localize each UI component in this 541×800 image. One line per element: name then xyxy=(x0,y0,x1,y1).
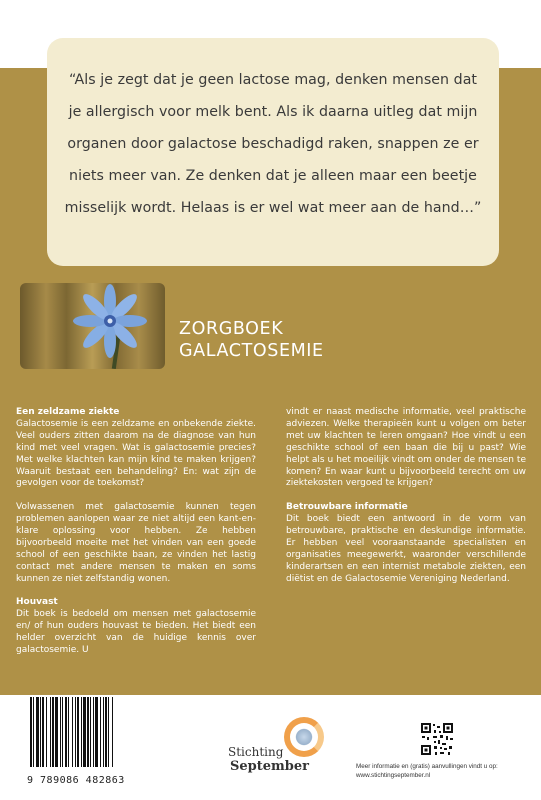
barcode-bar xyxy=(75,697,76,767)
quote-text: “Als je zegt dat je geen lactose mag, denken mensen dat je allergisch voor melk bent. Als ik daarna uitleg dat mijn organen door galactose beschadigd raken, snappen ze er niets meer van. Ze denken dat je alleen maar een beetje misselijk wordt. Helaas is er wel wat meer aan de hand…” xyxy=(64,72,482,216)
paragraph-houvast-part-2: vindt er naast medische informatie, veel praktische adviezen. Welke therapieën kunt u volgen om beter met uw klachten te leren omgaan? Hoe vindt u een geschikte school of een baan die bij u past? Wie helpt als u het moeilijk vindt om onder de mensen te komen? En waar kunt u bijvoorbeeld terecht om uw ziektekosten vergoed te krijgen? xyxy=(286,407,526,489)
barcode-bar xyxy=(68,697,69,767)
barcode-bar xyxy=(87,697,89,767)
quote-box xyxy=(47,38,499,266)
barcode-bar xyxy=(77,697,79,767)
info-website[interactable]: www.stichtingseptember.nl xyxy=(356,772,431,779)
logo-text-september: September xyxy=(230,759,309,774)
barcode-bar xyxy=(50,697,51,767)
barcode-bar xyxy=(33,697,34,767)
bottom-strip xyxy=(0,695,541,800)
title-line-2: GALACTOSEMIE xyxy=(179,341,324,361)
barcode-bar xyxy=(95,697,98,767)
info-line-1: Meer informatie en (gratis) aanvullingen vindt u op: xyxy=(356,763,498,770)
stichting-september-logo xyxy=(228,717,338,785)
barcode-bar xyxy=(40,697,41,767)
barcode-bar xyxy=(60,697,61,767)
barcode-bar xyxy=(112,697,113,767)
heading-houvast: Houvast xyxy=(16,597,58,608)
barcode-bar xyxy=(46,697,47,767)
chicory-flower-photo xyxy=(20,283,165,369)
isbn-number: 9 789086 482863 xyxy=(27,775,125,786)
barcode-bar xyxy=(103,697,104,767)
barcode-bar xyxy=(90,697,91,767)
logo-flower-icon xyxy=(294,727,314,747)
isbn-barcode xyxy=(27,697,143,767)
barcode-bar xyxy=(81,697,82,767)
barcode-bar xyxy=(108,697,109,767)
paragraph-betrouwbare-informatie: Dit boek biedt een antwoord in de vorm van betrouwbare, praktische en deskundige informatie. Er hebben veel vooraanstaande specialisten en organisaties meegewerkt, waaronder verschillende kinderartsen en een internist metabole ziekten, een diëtist en de Galactosemie Vereniging Nederland. xyxy=(286,514,526,584)
info-text xyxy=(356,762,536,780)
text-column-right xyxy=(286,407,526,597)
text-column-left xyxy=(16,407,256,669)
heading-betrouwbare-informatie: Betrouwbare informatie xyxy=(286,502,408,513)
barcode-bar xyxy=(105,697,107,767)
qr-code-icon[interactable] xyxy=(420,722,454,756)
barcode-bar xyxy=(55,697,58,767)
barcode-bar xyxy=(100,697,101,767)
heading-een-zeldzame-ziekte: Een zeldzame ziekte xyxy=(16,407,120,417)
barcode-bar xyxy=(62,697,63,767)
flower-illustration xyxy=(20,283,165,369)
barcode-bar xyxy=(42,697,44,767)
title-line-1: ZORGBOEK xyxy=(179,319,284,339)
barcode-bar xyxy=(83,697,86,767)
paragraph-zeldzame-ziekte-2: Volwassenen met galactosemie kunnen tegen problemen aanlopen waar ze niet altijd een kant-en-klare oplossing voor hebben. Ze hebben bijvoorbeeld moeite met het vinden van een goede school of een geschikte baan, ze vinden het lastig contact met andere mensen te maken en soms kunnen ze niet zelfstandig wonen. xyxy=(16,502,256,584)
barcode-bars xyxy=(30,697,140,767)
paragraph-houvast-part-1: Dit boek is bedoeld om mensen met galactosemie en/ of hun ouders houvast te bieden. Het biedt een helder overzicht van de huidige kennis over galactosemie. U xyxy=(16,609,256,656)
barcode-bar xyxy=(36,697,39,767)
barcode-bar xyxy=(65,697,67,767)
barcode-bar xyxy=(93,697,94,767)
barcode-bar xyxy=(72,697,73,767)
barcode-bar xyxy=(30,697,32,767)
book-title xyxy=(179,318,324,362)
logo-text-stichting: Stichting xyxy=(228,745,284,759)
barcode-bar xyxy=(52,697,54,767)
paragraph-zeldzame-ziekte-1: Galactosemie is een zeldzame en onbekende ziekte. Veel ouders zitten daarom na de diagnose van hun kind met veel vragen. Wat is galactosemie precies? Met welke klachten kan mijn kind te maken krijgen? Waaruit bestaat een behandeling? En: wat zijn de gevolgen voor de toekomst? xyxy=(16,418,256,489)
